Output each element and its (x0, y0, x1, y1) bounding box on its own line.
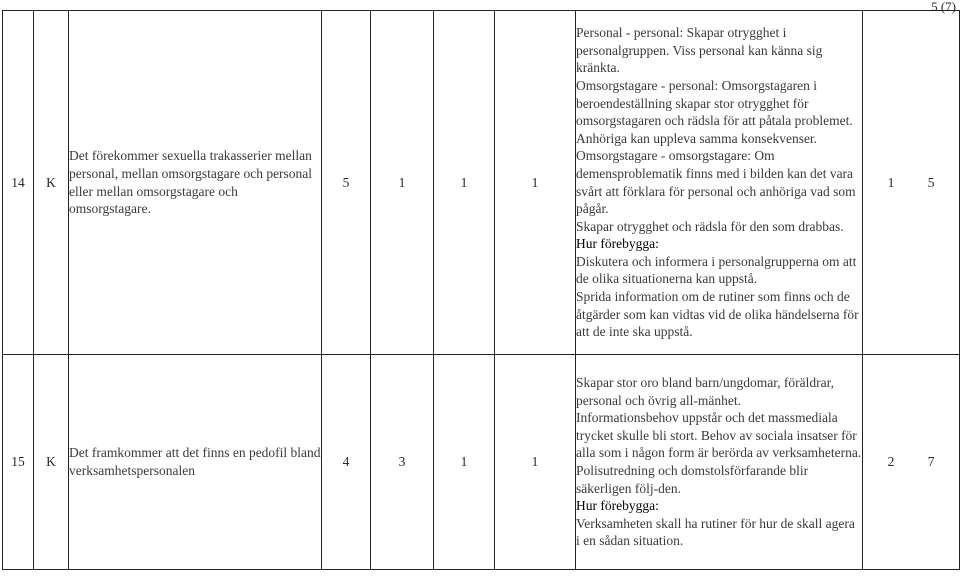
probability-value-3: 1 (495, 11, 576, 355)
consequence-paragraph: Skapar stor oro bland barn/ungdomar, föräldrar, personal och övrig all-mänhet. (576, 375, 834, 408)
risk-result: 2 7 (863, 355, 960, 570)
page-number: 5 (7) (931, 0, 956, 14)
prevention-paragraph: Sprida information om de rutiner som finns och de åtgärder som kan vidtas vid de olika händelserna för att de inte ska uppstå. (576, 289, 859, 340)
severity-value: 5 (322, 11, 371, 355)
risk-assessment-table (2, 10, 960, 570)
probability-value-3: 1 (495, 355, 576, 570)
consequences-cell (576, 11, 863, 355)
consequences-cell (576, 355, 863, 570)
risk-number: 15 (3, 355, 34, 570)
prevention-paragraph: Diskutera och informera i personalgrupperna om att de olika situationerna kan uppstå. (576, 253, 857, 287)
table-row (3, 11, 960, 355)
probability-value-1: 1 (371, 11, 434, 355)
risk-number: 14 (3, 11, 34, 355)
risk-description: Det framkommer att det finns en pedofil bland verksamhetspersonalen (69, 355, 322, 570)
probability-value-1: 3 (371, 355, 434, 570)
severity-value: 4 (322, 355, 371, 570)
table-row (3, 355, 960, 570)
risk-type: K (34, 11, 69, 355)
consequence-paragraph: Personal - personal: Skapar otrygghet i personalgruppen. Viss personal kan känna sig kränkta. (576, 25, 823, 76)
probability-value-2: 1 (434, 11, 495, 355)
prevention-heading: Hur förebygga: (576, 498, 659, 514)
consequence-paragraph: Skapar otrygghet och rädsla för den som drabbas. (576, 218, 844, 234)
risk-description: Det förekommer sexuella trakasserier mellan personal, mellan omsorgstagare och personal eller mellan omsorgstagare och omsorgstagare. (69, 11, 322, 355)
consequence-paragraph: Omsorgstagare - personal: Omsorgstagaren i beroendeställning skapar stor otrygghet för omsorgstagaren och rädsla för att påtala problemet. Anhöriga kan uppleva samma konsekvenser. (576, 77, 853, 146)
prevention-paragraph: Verksamheten skall ha rutiner för hur de skall agera i en sådan situation. (576, 515, 855, 549)
consequence-paragraph: Omsorgstagare - omsorgstagare: Om demensproblematik finns med i bilden kan det vara svårt att förklara för personal och anhöriga vad som pågår. (576, 148, 856, 217)
risk-type: K (34, 355, 69, 570)
prevention-heading: Hur förebygga: (576, 236, 659, 252)
probability-value-2: 1 (434, 355, 495, 570)
risk-result: 1 5 (863, 11, 960, 355)
consequence-paragraph: Informationsbehov uppstår och det massmediala trycket skulle bli stort. Behov av sociala insatser för alla som i någon form är berörda av verksamheterna. Polisutredning och domstolsförfarande blir säkerligen följ-den. (576, 410, 862, 496)
